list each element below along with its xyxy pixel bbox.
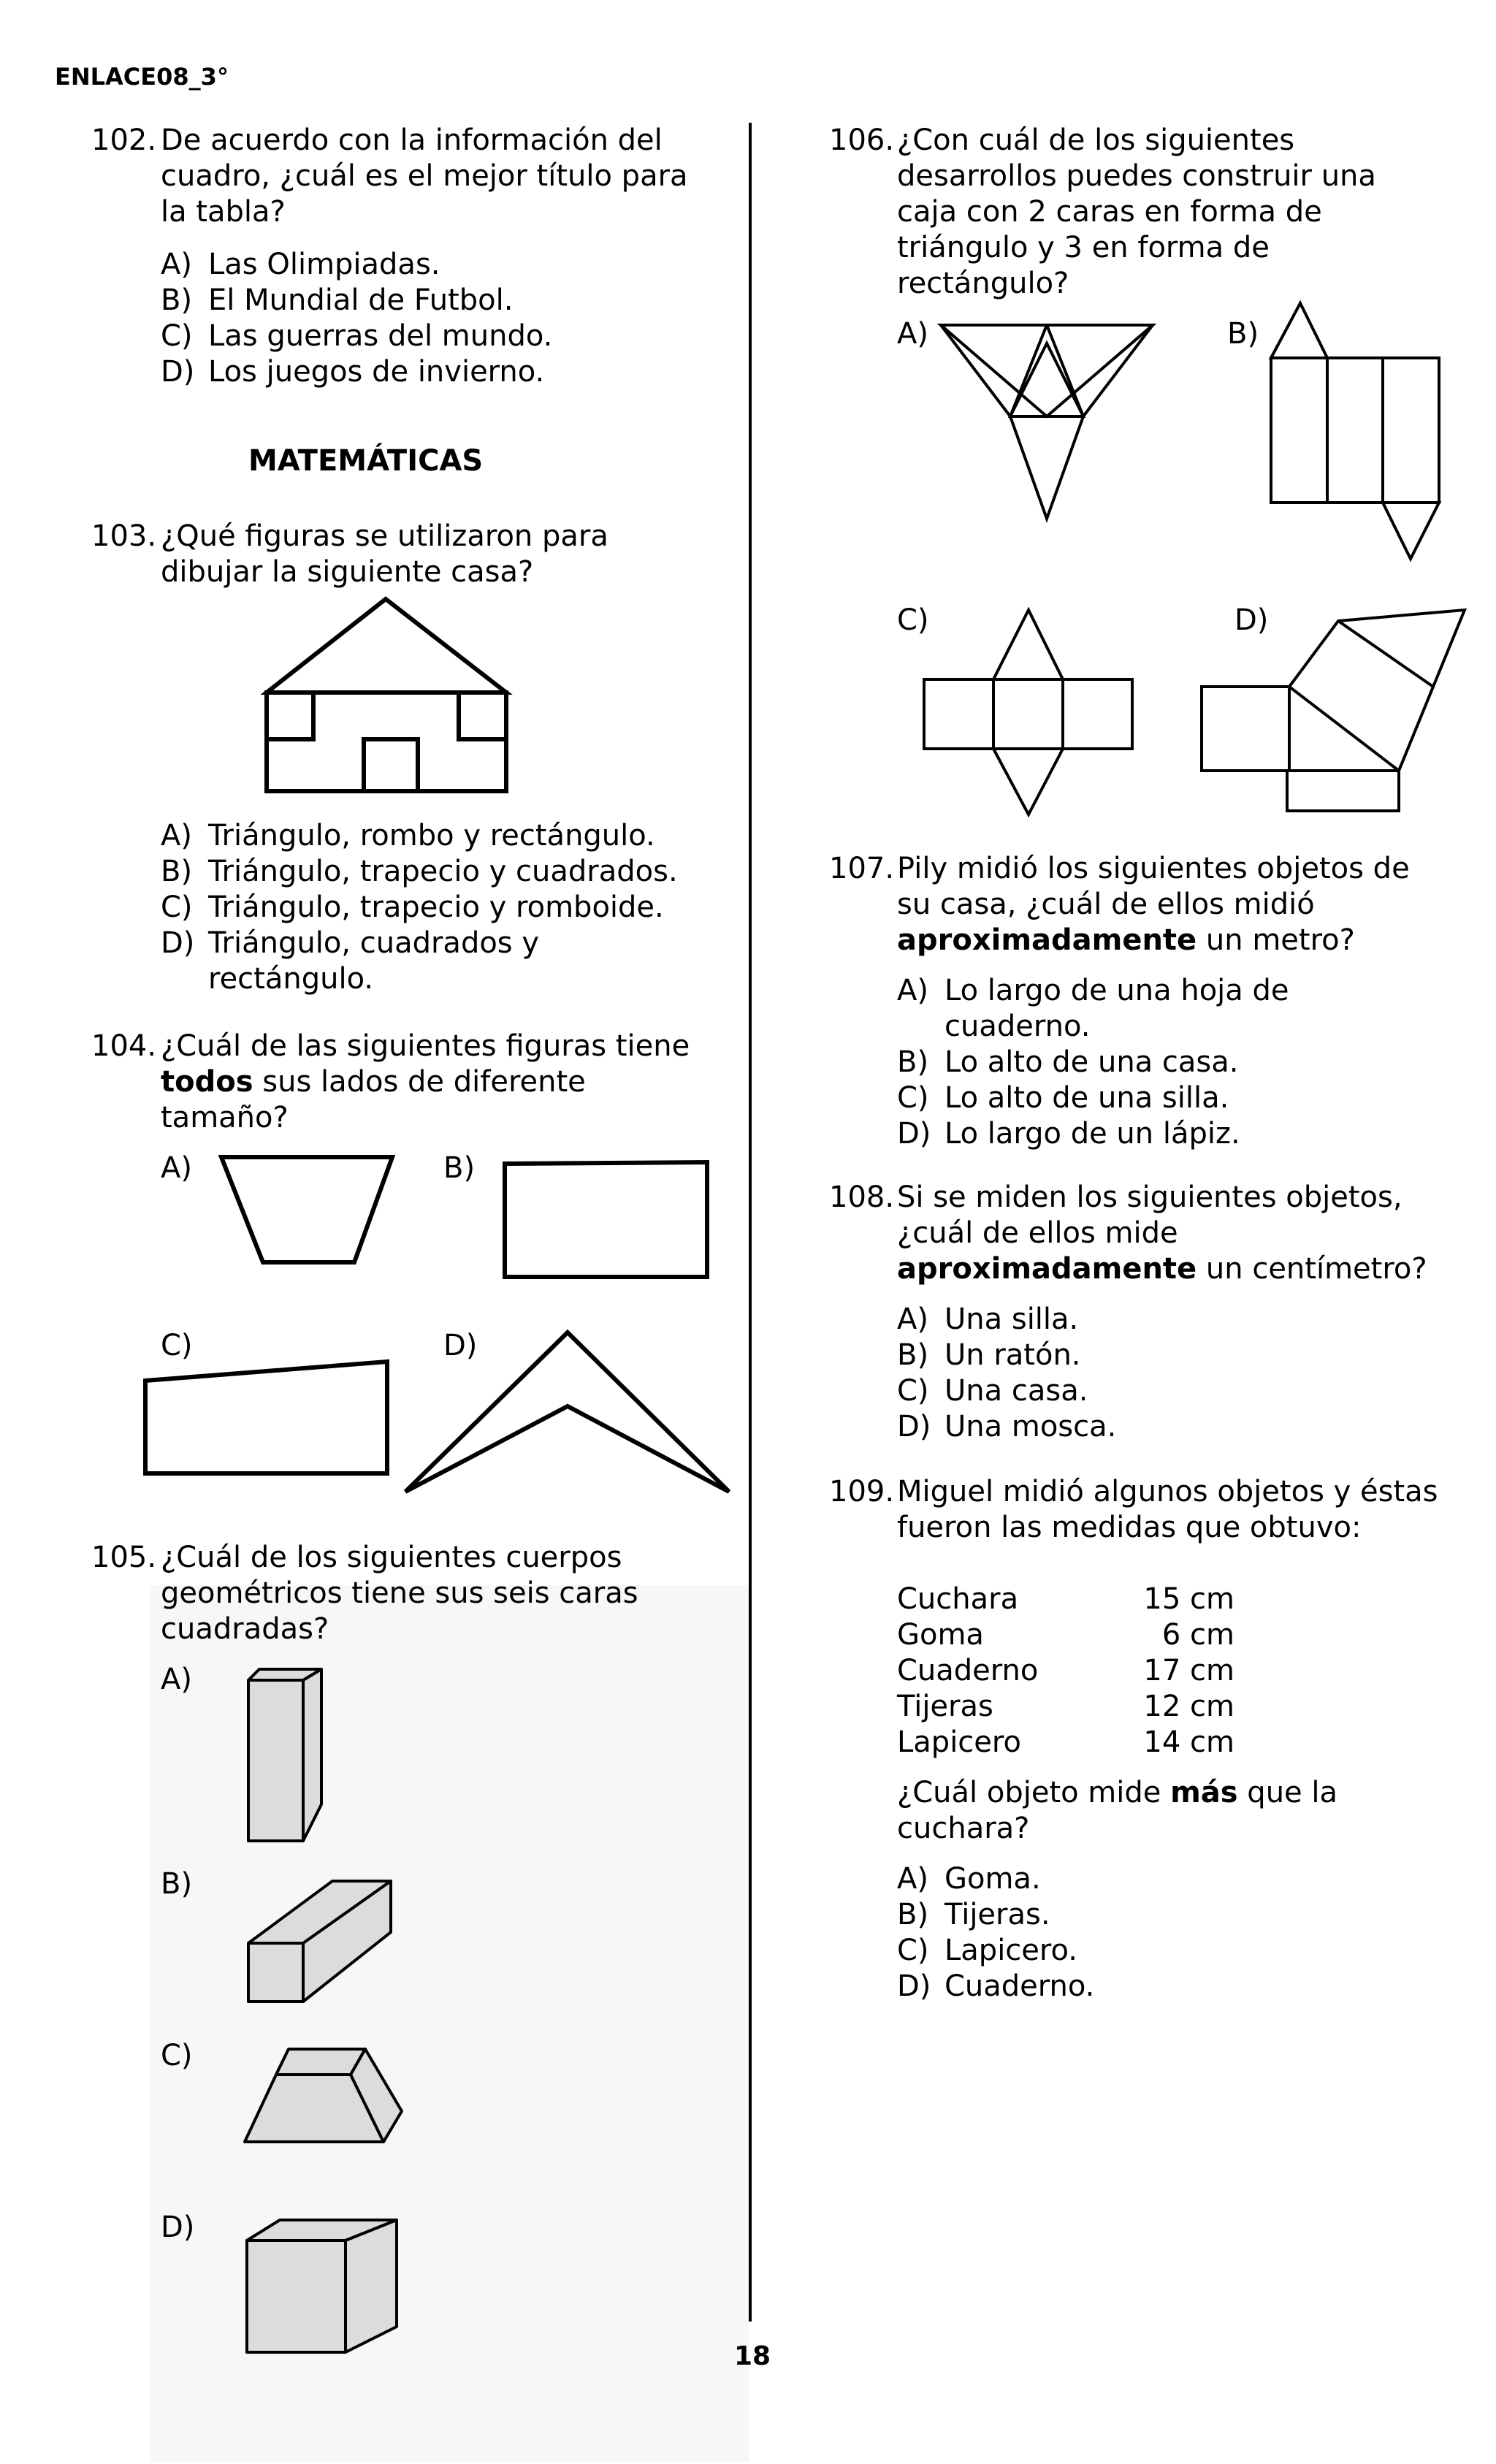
option-text[interactable]: Un ratón. xyxy=(944,1338,1081,1372)
option-letter[interactable]: B) xyxy=(897,1045,929,1079)
question-text-line: ¿Cuál de los siguientes cuerpos xyxy=(161,1541,622,1574)
option-text[interactable]: Las guerras del mundo. xyxy=(208,319,553,353)
option-letter[interactable]: D) xyxy=(897,1117,931,1151)
table-measure: 17 cm xyxy=(1143,1654,1234,1687)
emphasis: más xyxy=(1170,1776,1238,1809)
option-letter[interactable]: A) xyxy=(161,1663,192,1696)
question-text-line: rectángulo? xyxy=(897,267,1069,300)
option-text[interactable]: Una casa. xyxy=(944,1374,1088,1408)
question-text-line: geométricos tiene sus seis caras xyxy=(161,1576,638,1610)
option-letter[interactable]: C) xyxy=(897,1934,929,1967)
option-letter[interactable]: B) xyxy=(897,1338,929,1372)
table-measure: 15 cm xyxy=(1143,1582,1234,1616)
question-number: 105. xyxy=(91,1541,157,1574)
quadrilateral-figure-c[interactable] xyxy=(142,1359,394,1483)
long-prism-figure-b[interactable] xyxy=(245,1877,398,2009)
option-letter[interactable]: C) xyxy=(897,1081,929,1115)
question-text-line: De acuerdo con la información del xyxy=(161,123,663,157)
question-number: 108. xyxy=(829,1180,895,1214)
question-text-line xyxy=(897,923,1355,958)
question-text-line: ¿Cuál de las siguientes figuras tiene xyxy=(161,1029,690,1063)
question-text-line xyxy=(161,1064,586,1100)
question-number: 102. xyxy=(91,123,157,157)
option-letter[interactable]: C) xyxy=(897,603,929,637)
option-letter[interactable]: A) xyxy=(897,317,928,351)
table-item: Goma xyxy=(897,1618,984,1652)
table-measure: 12 cm xyxy=(1143,1690,1234,1723)
table-item: Cuaderno xyxy=(897,1654,1039,1687)
question-text-line: Pily midió los siguientes objetos de xyxy=(897,852,1410,885)
question-number: 109. xyxy=(829,1475,895,1508)
option-text[interactable]: Goma. xyxy=(944,1862,1041,1896)
table-item: Cuchara xyxy=(897,1582,1019,1616)
question-text-line: su casa, ¿cuál de ellos midió xyxy=(897,888,1315,921)
question-text-line xyxy=(897,1251,1427,1287)
net-irregular-figure-d[interactable] xyxy=(1198,606,1468,818)
prompt-post: que la xyxy=(1237,1776,1337,1809)
option-letter[interactable]: B) xyxy=(161,283,193,317)
table-item: Lapicero xyxy=(897,1725,1021,1759)
trapezoid-figure-a[interactable] xyxy=(219,1154,394,1264)
question-prompt-line2: cuchara? xyxy=(897,1812,1030,1845)
option-letter[interactable]: A) xyxy=(161,248,192,281)
question-prompt xyxy=(897,1775,1337,1811)
text-rest: sus lados de diferente xyxy=(253,1065,586,1099)
cube-figure-d[interactable] xyxy=(243,2217,408,2356)
option-letter[interactable]: B) xyxy=(1227,317,1259,351)
question-number: 103. xyxy=(91,519,157,553)
option-text[interactable]: Triángulo, rombo y rectángulo. xyxy=(208,819,655,853)
option-letter[interactable]: B) xyxy=(161,855,193,888)
option-text[interactable]: El Mundial de Futbol. xyxy=(208,283,514,317)
question-text-line: dibujar la siguiente casa? xyxy=(161,555,534,589)
question-text-line: cuadro, ¿cuál es el mejor título para xyxy=(161,159,688,193)
option-letter[interactable]: D) xyxy=(1234,603,1269,637)
option-letter[interactable]: C) xyxy=(161,1329,193,1362)
option-text[interactable]: Lapicero. xyxy=(944,1934,1077,1967)
option-letter[interactable]: D) xyxy=(161,926,195,960)
table-item: Tijeras xyxy=(897,1690,993,1723)
option-letter[interactable]: D) xyxy=(897,1410,931,1443)
tall-prism-figure-a[interactable] xyxy=(245,1666,325,1848)
option-letter[interactable]: D) xyxy=(161,2211,195,2244)
option-text[interactable]: Lo alto de una silla. xyxy=(944,1081,1229,1115)
frustum-figure-c[interactable] xyxy=(241,2045,405,2148)
text-rest: un centímetro? xyxy=(1197,1252,1427,1286)
option-text[interactable]: Triángulo, cuadrados y xyxy=(208,926,540,960)
option-text[interactable]: Lo largo de un lápiz. xyxy=(944,1117,1240,1151)
rectangle-figure-b[interactable] xyxy=(503,1160,711,1281)
option-letter[interactable]: A) xyxy=(161,1151,192,1185)
option-letter[interactable]: C) xyxy=(161,2039,193,2072)
option-text-cont[interactable]: rectángulo. xyxy=(208,962,374,996)
option-letter[interactable]: A) xyxy=(897,974,928,1007)
option-text[interactable]: Los juegos de invierno. xyxy=(208,355,545,389)
question-text-line: Si se miden los siguientes objetos, xyxy=(897,1180,1402,1214)
question-text-line: ¿Con cuál de los siguientes xyxy=(897,123,1295,157)
option-text[interactable]: Tijeras. xyxy=(944,1898,1050,1931)
net-triangles-figure-a[interactable] xyxy=(937,321,1156,526)
prompt-pre: ¿Cuál objeto mide xyxy=(897,1776,1171,1809)
figure-background xyxy=(150,1585,749,2462)
text-rest: un metro? xyxy=(1197,923,1355,957)
net-prism-figure-c[interactable] xyxy=(920,606,1140,818)
question-number: 106. xyxy=(829,123,895,157)
question-number: 104. xyxy=(91,1029,157,1063)
emphasis: todos xyxy=(161,1065,253,1099)
column-divider xyxy=(749,123,752,2322)
arrowhead-figure-d[interactable] xyxy=(402,1330,734,1498)
option-letter[interactable]: B) xyxy=(161,1867,193,1901)
option-letter[interactable]: C) xyxy=(161,319,193,353)
option-text[interactable]: Una silla. xyxy=(944,1302,1079,1336)
option-letter[interactable]: C) xyxy=(161,890,193,924)
question-text-line: Miguel midió algunos objetos y éstas xyxy=(897,1475,1438,1508)
question-text-line: tamaño? xyxy=(161,1101,289,1134)
table-measure: 6 cm xyxy=(1161,1618,1234,1652)
option-letter[interactable]: B) xyxy=(443,1151,476,1185)
emphasis: aproximadamente xyxy=(897,1252,1197,1286)
house-figure xyxy=(263,595,511,800)
question-text-line: triángulo y 3 en forma de xyxy=(897,231,1270,264)
option-text[interactable]: Las Olimpiadas. xyxy=(208,248,440,281)
net-prism-figure-b[interactable] xyxy=(1267,300,1450,562)
option-text[interactable]: Triángulo, trapecio y romboide. xyxy=(208,890,664,924)
exam-code: ENLACE08_3° xyxy=(55,63,229,91)
option-letter[interactable]: A) xyxy=(897,1862,928,1896)
option-text[interactable]: Lo largo de una hoja de xyxy=(944,974,1289,1007)
option-letter[interactable]: A) xyxy=(161,819,192,853)
option-text[interactable]: Una mosca. xyxy=(944,1410,1117,1443)
question-text-line: fueron las medidas que obtuvo: xyxy=(897,1511,1362,1544)
question-text-line: cuadradas? xyxy=(161,1612,329,1646)
option-letter[interactable]: D) xyxy=(897,1969,931,2003)
question-text-line: ¿cuál de ellos mide xyxy=(897,1216,1178,1250)
question-text-line: desarrollos puedes construir una xyxy=(897,159,1376,193)
question-text-line: caja con 2 caras en forma de xyxy=(897,195,1322,229)
option-letter[interactable]: D) xyxy=(443,1329,478,1362)
option-text-cont[interactable]: cuaderno. xyxy=(944,1010,1091,1043)
option-text[interactable]: Lo alto de una casa. xyxy=(944,1045,1239,1079)
section-title: MATEMÁTICAS xyxy=(248,444,484,478)
page-number: 18 xyxy=(734,2341,771,2371)
table-measure: 14 cm xyxy=(1143,1725,1234,1759)
option-letter[interactable]: D) xyxy=(161,355,195,389)
emphasis: aproximadamente xyxy=(897,923,1197,957)
question-number: 107. xyxy=(829,852,895,885)
option-text[interactable]: Cuaderno. xyxy=(944,1969,1095,2003)
option-letter[interactable]: B) xyxy=(897,1898,929,1931)
option-letter[interactable]: A) xyxy=(897,1302,928,1336)
question-text-line: ¿Qué figuras se utilizaron para xyxy=(161,519,608,553)
option-text[interactable]: Triángulo, trapecio y cuadrados. xyxy=(208,855,678,888)
option-letter[interactable]: C) xyxy=(897,1374,929,1408)
question-text-line: la tabla? xyxy=(161,195,286,229)
